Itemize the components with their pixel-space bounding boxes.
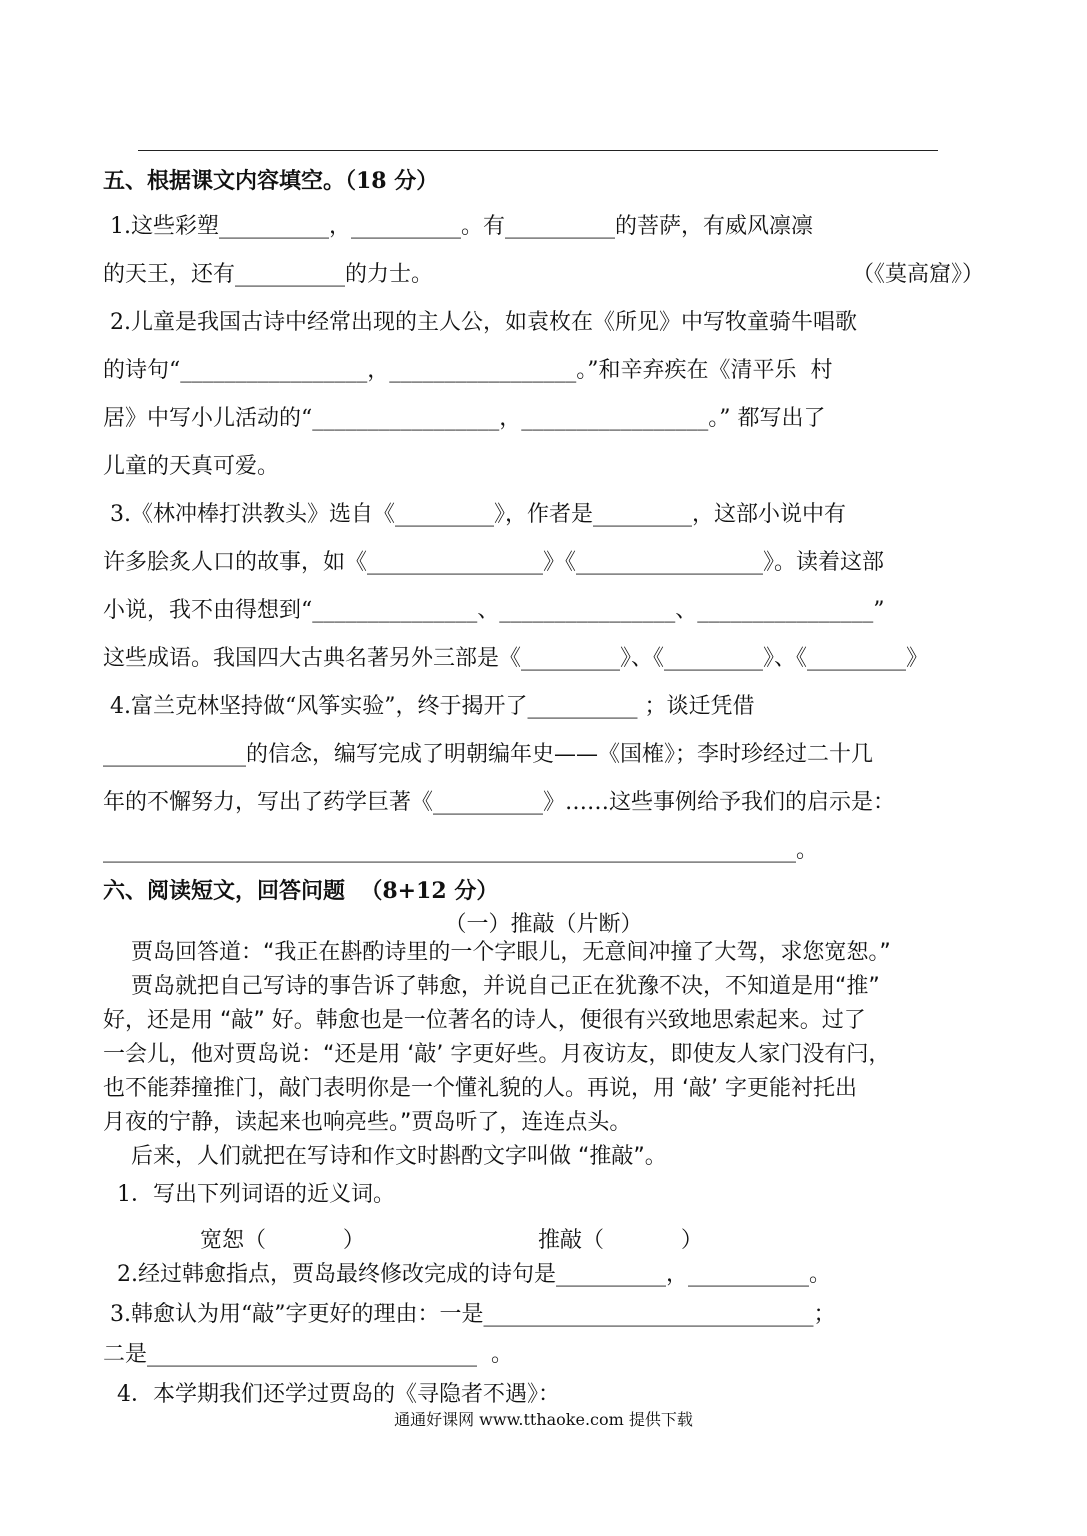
q2-line4: 儿童的天真可爱。 [103,454,280,479]
passage-line: 好，还是用 “敲” 好。韩愈也是一位著名的诗人，便很有兴致地思索起来。过了 [103,1008,866,1033]
q2-line1: 2.儿童是我国古诗中经常出现的主人公，如袁枚在《所见》中写牧童骑牛唱歌 [103,310,857,335]
q2-line2: 的诗句“_________________，_________________。”和辛弃疾在《清平乐 村 [103,358,833,383]
passage-line: 月夜的宁静，读起来也响亮些。”贾岛听了，连连点头。 [103,1110,632,1135]
top-divider-line [138,150,938,151]
q4-line4: _______________________________________________________________。 [103,838,819,863]
sec6-q1: 1．写出下列词语的近义词。 [103,1182,395,1207]
sec6-q4: 4．本学期我们还学过贾岛的《寻隐者不遇》： [103,1382,560,1407]
q1-line1: 1.这些彩塑__________，__________。有__________的菩萨，有威风凛凛 [103,214,813,239]
q1-source: （《莫高窟》） [851,262,984,287]
q4-line3: 年的不懈努力，写出了药学巨著《__________》……这些事例给予我们的启示是： [103,790,896,815]
q3-line1: 3.《林冲棒打洪教头》选自《_________》，作者是_________，这部小说中有 [103,502,846,527]
q4-line1: 4.富兰克林坚持做“风筝实验”，终于揭开了__________ ；谈迁凭借 [103,694,755,719]
sec6-q3-line2: 二是______________________________ 。 [103,1342,513,1367]
q3-line4: 这些成语。我国四大古典名著另外三部是《_________》、《_________》、《_________》 [103,646,929,671]
sec6-q1-item2: 推敲（ ） [538,1228,703,1253]
passage-line: 贾岛回答道：“我正在斟酌诗里的一个字眼儿，无意间冲撞了大驾，求您宽恕。” [103,940,891,965]
passage-line: 也不能莽撞推门，敲门表明你是一个懂礼貌的人。再说，用 ‘敲’ 字更能衬托出 [103,1076,857,1101]
section5-title: 五、根据课文内容填空。（18 分） [103,168,439,194]
passage-line: 后来，人们就把在写诗和作文时斟酌文字叫做 “推敲”。 [103,1144,667,1169]
sec6-q3-line1: 3.韩愈认为用“敲”字更好的理由：一是______________________________； [103,1302,836,1327]
q3-line2: 许多脍炙人口的故事，如《________________》《_________________》。读着这部 [103,550,885,575]
sec6-q1-item1: 宽恕（ ） [200,1228,365,1253]
q3-line3: 小说，我不由得想到“_______________、________________、________________” [103,598,885,623]
q1-line2: 的天王，还有__________的力士。 [103,262,434,287]
footer-credit: 通通好课网 www.tthaoke.com 提供下载 [394,1410,693,1429]
q4-line2: _____________的信念，编写完成了明朝编年史——《国榷》；李时珍经过二十几 [103,742,874,767]
sec6-q2: 2.经过韩愈指点，贾岛最终修改完成的诗句是__________，___________。 [103,1262,831,1287]
q2-line3: 居》中写小儿活动的“_________________，_________________。” 都写出了 [103,406,826,431]
section6-title: 六、阅读短文，回答问题 （8+12 分） [103,878,499,904]
passage-line: 贾岛就把自己写诗的事告诉了韩愈，并说自己正在犹豫不决，不知道是用“推” [103,974,880,999]
passage-line: 一会儿，他对贾岛说：“还是用 ‘敲’ 字更好些。月夜访友，即使友人家门没有闩， [103,1042,891,1067]
passage-title: （一）推敲（片断） [444,912,643,937]
